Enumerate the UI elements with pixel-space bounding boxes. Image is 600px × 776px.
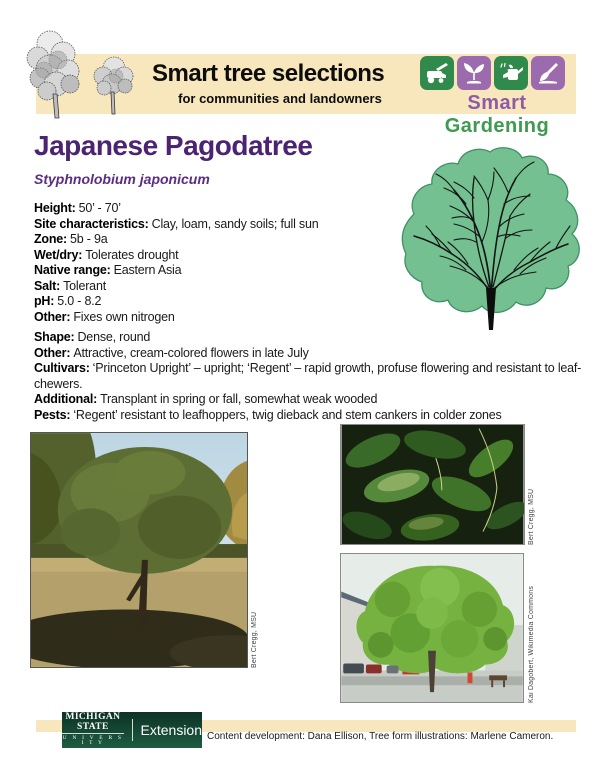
gardening-word: Gardening [444,115,550,137]
info-label: Zone: [34,232,68,246]
detail-value: Dense, round [77,330,151,344]
details-list [34,330,590,423]
info-row-salt [34,279,414,295]
info-row-site [34,217,414,233]
photo-credit: Bert Cregg, MSU [528,488,535,545]
msu-extension-logo [62,712,202,748]
msu-line1: MICHIGAN STATE [62,713,124,734]
tree-form-illustration [396,142,586,332]
trowel-tile [531,56,565,90]
info-row-height [34,201,414,217]
watering-can-tile [494,56,528,90]
smart-gardening-wordmark [417,92,577,138]
info-label: pH: [34,294,55,308]
info-label: Salt: [34,278,61,293]
info-label: Other: [34,309,71,324]
seedling-tile [457,56,491,90]
info-value: Fixes own nitrogen [73,309,175,324]
seedling-icon [461,60,487,86]
tree-engraving-illustration [20,26,148,120]
header-subtitle: for communities and landowners [178,91,382,106]
info-row-zone [34,232,414,248]
detail-value: ‘Regent’ resistant to leafhoppers, twig dieback and stem cankers in colder zones [73,407,502,422]
header-title: Smart tree selections [152,60,385,87]
photo-leaf-closeup [340,424,525,545]
detail-label: Cultivars: [34,361,90,375]
info-label: Wet/dry: [34,247,83,262]
msu-wordmark [62,713,124,747]
info-value: Tolerates drought [85,247,179,262]
detail-label: Additional: [34,392,98,406]
info-row-native-range [34,263,414,279]
detail-row-other [34,346,590,362]
photo-field-tree [30,432,248,668]
photo-urban-tree [340,553,524,703]
page-title: Japanese Pagodatree [34,130,313,161]
detail-row-cultivars [34,361,590,392]
info-label: Site characteristics: [34,216,149,231]
info-value: 5.0 - 8.2 [57,294,102,308]
info-row-wetdry [34,248,414,264]
footer-credit: Content development: Dana Ellison, Tree form illustrations: Marlene Cameron. [207,731,554,742]
info-value: Tolerant [63,278,106,293]
info-value: 50’ - 70’ [78,201,121,215]
info-row-other [34,310,414,326]
detail-value: ‘Princeton Upright’ – upright; ‘Regent’ – rapid growth, profuse flowering and resistant to leaf-chewers. [34,361,582,391]
botanical-name: Styphnolobium japonicum [34,171,210,187]
detail-label: Shape: [34,330,75,344]
smart-word: Smart [467,92,527,114]
detail-value: Transplant in spring or fall, somewhat weak wooded [100,392,378,406]
trowel-icon [535,60,561,86]
detail-row-pests [34,408,590,424]
extension-label: Extension [140,722,202,738]
detail-label: Other: [34,345,71,360]
msu-divider [132,719,133,741]
detail-row-additional [34,392,590,408]
info-label: Height: [34,201,76,215]
detail-row-shape [34,330,590,346]
info-value: Clay, loam, sandy soils; full sun [151,216,319,231]
lawnmower-icon [424,60,450,86]
info-value: Eastern Asia [113,263,182,277]
info-label: Native range: [34,263,111,277]
info-value: 5b - 9a [70,232,108,246]
msu-line2: U N I V E R S I T Y [62,734,124,747]
site-info-list [34,201,414,325]
detail-label: Pests: [34,407,71,422]
lawnmower-tile [420,56,454,90]
detail-value: Attractive, cream-colored flowers in late July [73,345,309,360]
photo-credit: Kai Dagobert, Wikimedia Commons [528,585,535,703]
info-row-ph [34,294,414,310]
photo-credit: Bert Cregg, MSU [251,611,258,668]
watering-can-icon [498,60,524,86]
smart-gardening-logo [420,56,565,90]
